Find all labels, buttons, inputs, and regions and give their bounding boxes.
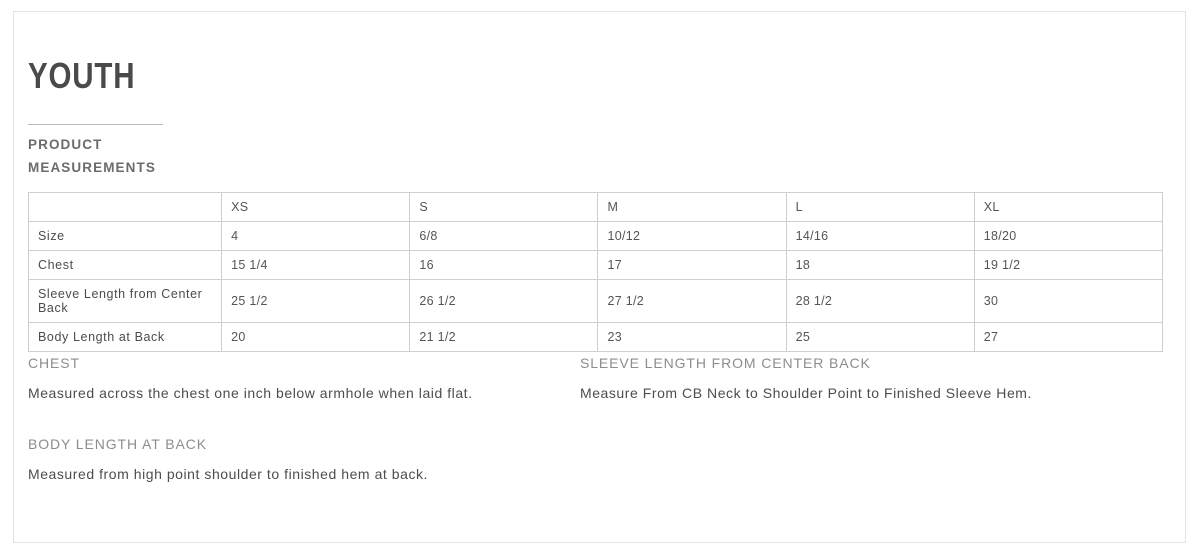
row-label-sleeve-length: Sleeve Length from Center Back bbox=[29, 280, 222, 323]
table-body bbox=[29, 222, 1163, 352]
table-header-row bbox=[29, 193, 1163, 222]
note-sleeve-title: SLEEVE LENGTH FROM CENTER BACK bbox=[580, 355, 871, 371]
note-chest-body: Measured across the chest one inch below armhole when laid flat. bbox=[28, 385, 473, 401]
note-chest bbox=[28, 355, 568, 402]
cell-size-s: 6/8 bbox=[410, 222, 598, 251]
column-header-xl: XL bbox=[974, 193, 1162, 222]
table-corner-cell bbox=[29, 193, 222, 222]
table-row bbox=[29, 280, 1163, 323]
column-header-m: M bbox=[598, 193, 786, 222]
subtitle-line-1: PRODUCT bbox=[28, 137, 103, 152]
cell-body-l: 25 bbox=[786, 323, 974, 352]
note-body-length-title: BODY LENGTH AT BACK bbox=[28, 436, 207, 452]
cell-chest-s: 16 bbox=[410, 251, 598, 280]
table-row bbox=[29, 222, 1163, 251]
note-sleeve-length bbox=[580, 355, 1120, 402]
cell-sleeve-s: 26 1/2 bbox=[410, 280, 598, 323]
cell-sleeve-l: 28 1/2 bbox=[786, 280, 974, 323]
cell-body-xs: 20 bbox=[222, 323, 410, 352]
cell-body-m: 23 bbox=[598, 323, 786, 352]
cell-sleeve-m: 27 1/2 bbox=[598, 280, 786, 323]
row-label-body-length: Body Length at Back bbox=[29, 323, 222, 352]
cell-size-l: 14/16 bbox=[786, 222, 974, 251]
cell-size-xl: 18/20 bbox=[974, 222, 1162, 251]
cell-chest-xs: 15 1/4 bbox=[222, 251, 410, 280]
column-header-xs: XS bbox=[222, 193, 410, 222]
note-sleeve-body: Measure From CB Neck to Shoulder Point to Finished Sleeve Hem. bbox=[580, 385, 1032, 401]
cell-body-s: 21 1/2 bbox=[410, 323, 598, 352]
note-chest-title: CHEST bbox=[28, 355, 80, 371]
column-header-s: S bbox=[410, 193, 598, 222]
row-label-chest: Chest bbox=[29, 251, 222, 280]
table-row bbox=[29, 323, 1163, 352]
note-body-length-body: Measured from high point shoulder to finished hem at back. bbox=[28, 466, 428, 482]
page-title: YOUTH bbox=[28, 55, 136, 96]
cell-chest-xl: 19 1/2 bbox=[974, 251, 1162, 280]
cell-chest-l: 18 bbox=[786, 251, 974, 280]
table-head bbox=[29, 193, 1163, 222]
measurements-table bbox=[28, 192, 1163, 352]
title-divider bbox=[28, 124, 163, 125]
cell-body-xl: 27 bbox=[974, 323, 1162, 352]
cell-chest-m: 17 bbox=[598, 251, 786, 280]
table-row bbox=[29, 251, 1163, 280]
column-header-l: L bbox=[786, 193, 974, 222]
row-label-size: Size bbox=[29, 222, 222, 251]
cell-size-xs: 4 bbox=[222, 222, 410, 251]
note-body-length bbox=[28, 436, 568, 483]
cell-sleeve-xs: 25 1/2 bbox=[222, 280, 410, 323]
subtitle-line-2: MEASUREMENTS bbox=[28, 160, 156, 175]
cell-sleeve-xl: 30 bbox=[974, 280, 1162, 323]
cell-size-m: 10/12 bbox=[598, 222, 786, 251]
page-subtitle bbox=[28, 133, 288, 179]
